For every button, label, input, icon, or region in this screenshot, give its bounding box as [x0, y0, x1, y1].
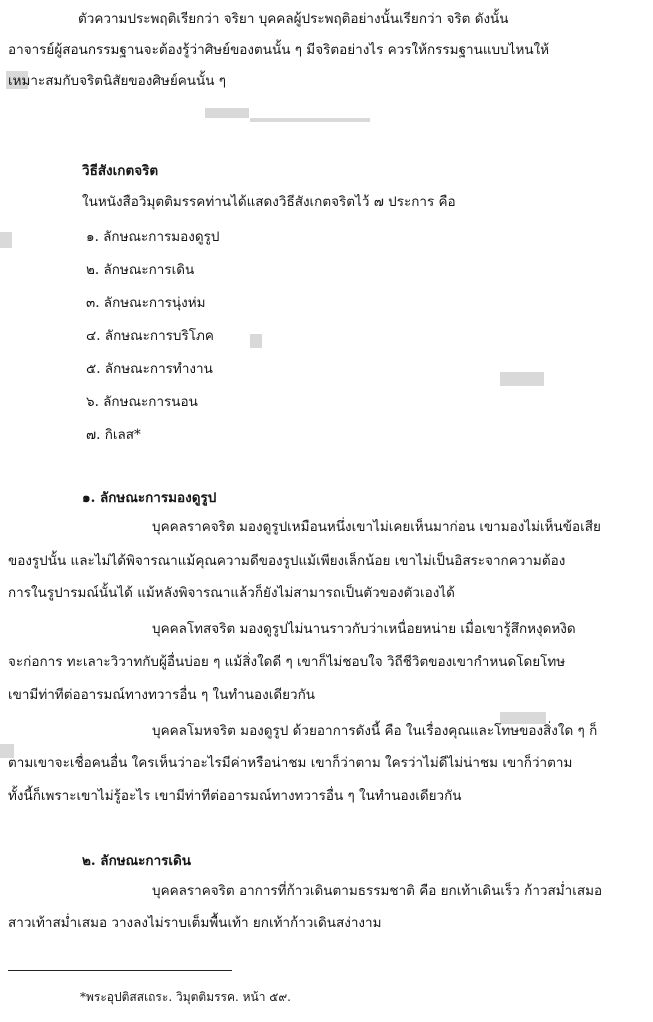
body-line: สาวเท้าสม่ำเสมอ วางลงไม่ราบเต็มพื้นเท้า ยกเท้าก้าวเดินสง่างาม	[8, 915, 382, 931]
intro-line: ตัวความประพฤติเรียกว่า จริยา บุคคลผู้ประพฤติอย่างนั้นเรียกว่า จริต ดังนั้น	[78, 11, 509, 27]
section-heading-2: ๒. ลักษณะการเดิน	[82, 853, 192, 869]
body-line: บุคคลโทสจริต มองดูรูปไม่นานราวกับว่าเหนื่อยหน่าย เมื่อเขารู้สึกหงุดหงิด	[152, 621, 576, 637]
body-line: จะก่อการ ทะเลาะวิวาทกับผู้อื่นบ่อย ๆ แม้สิ่งใดดี ๆ เขาก็ไม่ชอบใจ วิถีชีวิตของเขากำหนดโดยโทษ	[8, 654, 566, 670]
body-line: ตามเขาจะเชื่อคนอื่น ใครเห็นว่าอะไรมีค่าหรือน่าชม เขาก็ว่าตาม ใครว่าไม่ดีไม่น่าชม เขาก็ว่าตาม	[8, 755, 573, 771]
body-line: ทั้งนี้ก็เพราะเขาไม่รู้อะไร เขามีท่าทีต่ออารมณ์ทางทวารอื่น ๆ ในทำนองเดียวกัน	[8, 788, 462, 804]
scan-smudge	[250, 334, 262, 348]
intro-line: เหมาะสมกับจริตนิสัยของศิษย์คนนั้น ๆ	[8, 73, 226, 89]
scan-smudge	[205, 108, 249, 118]
method-item: ๑. ลักษณะการมองดูรูป	[86, 229, 220, 245]
scan-smudge	[250, 118, 370, 122]
body-line: บุคคลราคจริต มองดูรูปเหมือนหนึ่งเขาไม่เคยเห็นมาก่อน เขามองไม่เห็นข้อเสีย	[152, 519, 601, 535]
method-item: ๖. ลักษณะการนอน	[86, 394, 198, 410]
section-heading-1: ๑. ลักษณะการมองดูรูป	[82, 490, 217, 506]
section-heading-methods: วิธีสังเกตจริต	[82, 163, 159, 179]
scan-smudge	[0, 232, 12, 248]
body-line: บุคคลโมหจริต มองดูรูป ด้วยอาการดังนี้ คือ ในเรื่องคุณและโทษของสิ่งใด ๆ ก็	[152, 723, 598, 739]
method-item: ๕. ลักษณะการทำงาน	[86, 361, 213, 377]
method-item: ๓. ลักษณะการนุ่งห่ม	[86, 295, 206, 311]
method-item: ๗. กิเลส*	[86, 427, 141, 443]
body-line: เขามีท่าทีต่ออารมณ์ทางทวารอื่น ๆ ในทำนองเดียวกัน	[8, 687, 315, 703]
body-line: ของรูปนั้น และไม่ได้พิจารณาแม้คุณความดีของรูปแม้เพียงเล็กน้อย เขาไม่เป็นอิสระจากความต้อง	[8, 553, 566, 569]
footnote-rule	[8, 970, 232, 971]
body-line: บุคคลราคจริต อาการที่ก้าวเดินตามธรรมชาติ คือ ยกเท้าเดินเร็ว ก้าวสม่ำเสมอ	[152, 883, 603, 899]
footnote: *พระอุปติสสเถระ. วิมุตติมรรค. หน้า ๕๙.	[80, 990, 291, 1004]
body-line: การในรูปารมณ์นั้นได้ แม้หลังพิจารณาแล้วก็ยังไม่สามารถเป็นตัวของตัวเองได้	[8, 585, 455, 601]
methods-lead: ในหนังสือวิมุตติมรรคท่านได้แสดงวิธีสังเกตจริตไว้ ๗ ประการ คือ	[82, 194, 456, 210]
scan-smudge	[500, 372, 544, 386]
method-item: ๒. ลักษณะการเดิน	[86, 262, 195, 278]
method-item: ๔. ลักษณะการบริโภค	[86, 328, 214, 344]
intro-line: อาจารย์ผู้สอนกรรมฐานจะต้องรู้ว่าศิษย์ของตนนั้น ๆ มีจริตอย่างไร ควรให้กรรมฐานแบบไหนให้	[8, 42, 550, 58]
